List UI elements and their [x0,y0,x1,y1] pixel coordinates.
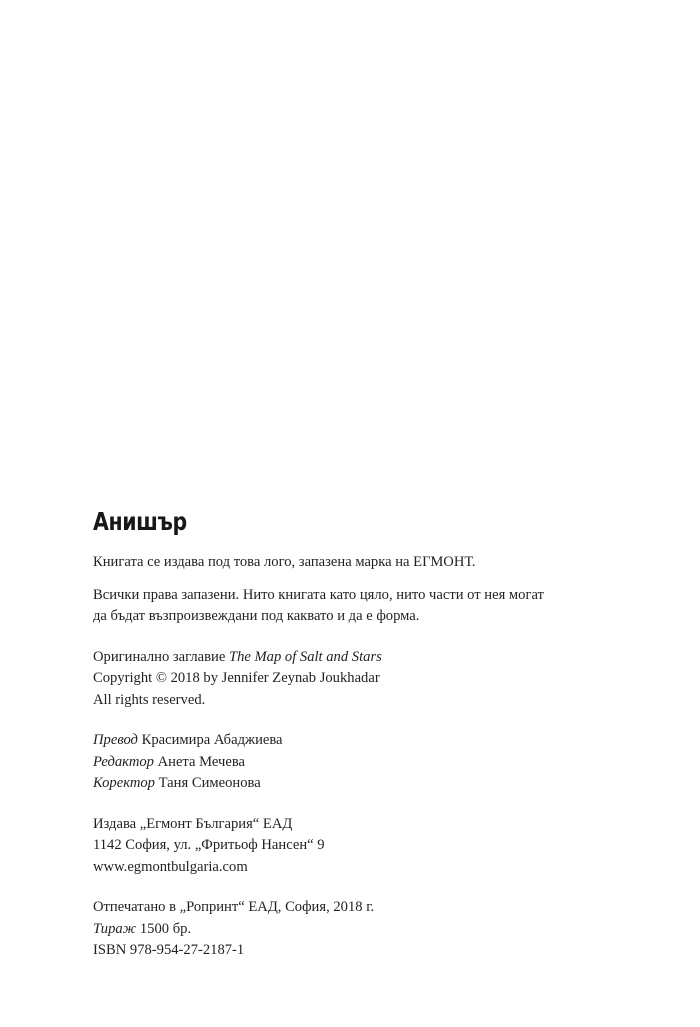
printed-by: Отпечатано в „Ропринт“ ЕАД, София, 2018 г. [93,899,375,915]
credit-name: Анета Мечева [153,753,245,770]
rights-block [93,585,653,628]
publisher-block [93,814,653,879]
imprint-page [93,507,653,962]
credit-role: Превод [93,732,138,748]
isbn: ISBN 978-954-27-2187-1 [93,942,245,958]
publisher-website: www.egmontbulgaria.com [93,858,248,875]
print-block [93,897,653,962]
original-title-label: Оригинално заглавие [93,648,229,665]
original-title: The Map of Salt and Stars [228,648,382,665]
rights-line-1: Всички права запазени. Нито книгата като цяло, нито части от нея могат [93,586,544,603]
publisher-name: Издава „Егмонт България“ ЕАД [93,815,293,832]
rights-reserved-line: All rights reserved. [93,691,206,708]
print-run-value: 1500 бр. [136,920,192,937]
publisher-logo: Анишър [93,507,187,536]
credit-proofreader [93,773,653,795]
credit-role: Редактор [93,753,154,770]
publisher-address: 1142 София, ул. „Фритьоф Нансен“ 9 [93,837,325,853]
copyright-line: Copyright © 2018 by Jennifer Zeynab Joukhadar [93,670,380,686]
credit-editor [93,752,653,774]
logo-note: Книгата се издава под това лого, запазена марка на ЕГМОНТ. [93,554,476,570]
credit-translator [93,730,653,752]
logo-note-block [93,552,653,574]
credits-block [93,730,653,795]
credit-name: Таня Симеонова [154,775,261,791]
rights-line-2: да бъдат възпроизвеждани под каквато и да е форма. [93,608,420,624]
credit-role: Коректор [93,775,155,791]
credit-name: Красимира Абаджиева [137,732,283,748]
original-title-line [93,647,653,669]
print-run [93,919,653,941]
print-run-label: Тираж [93,920,137,937]
original-title-block [93,647,653,712]
